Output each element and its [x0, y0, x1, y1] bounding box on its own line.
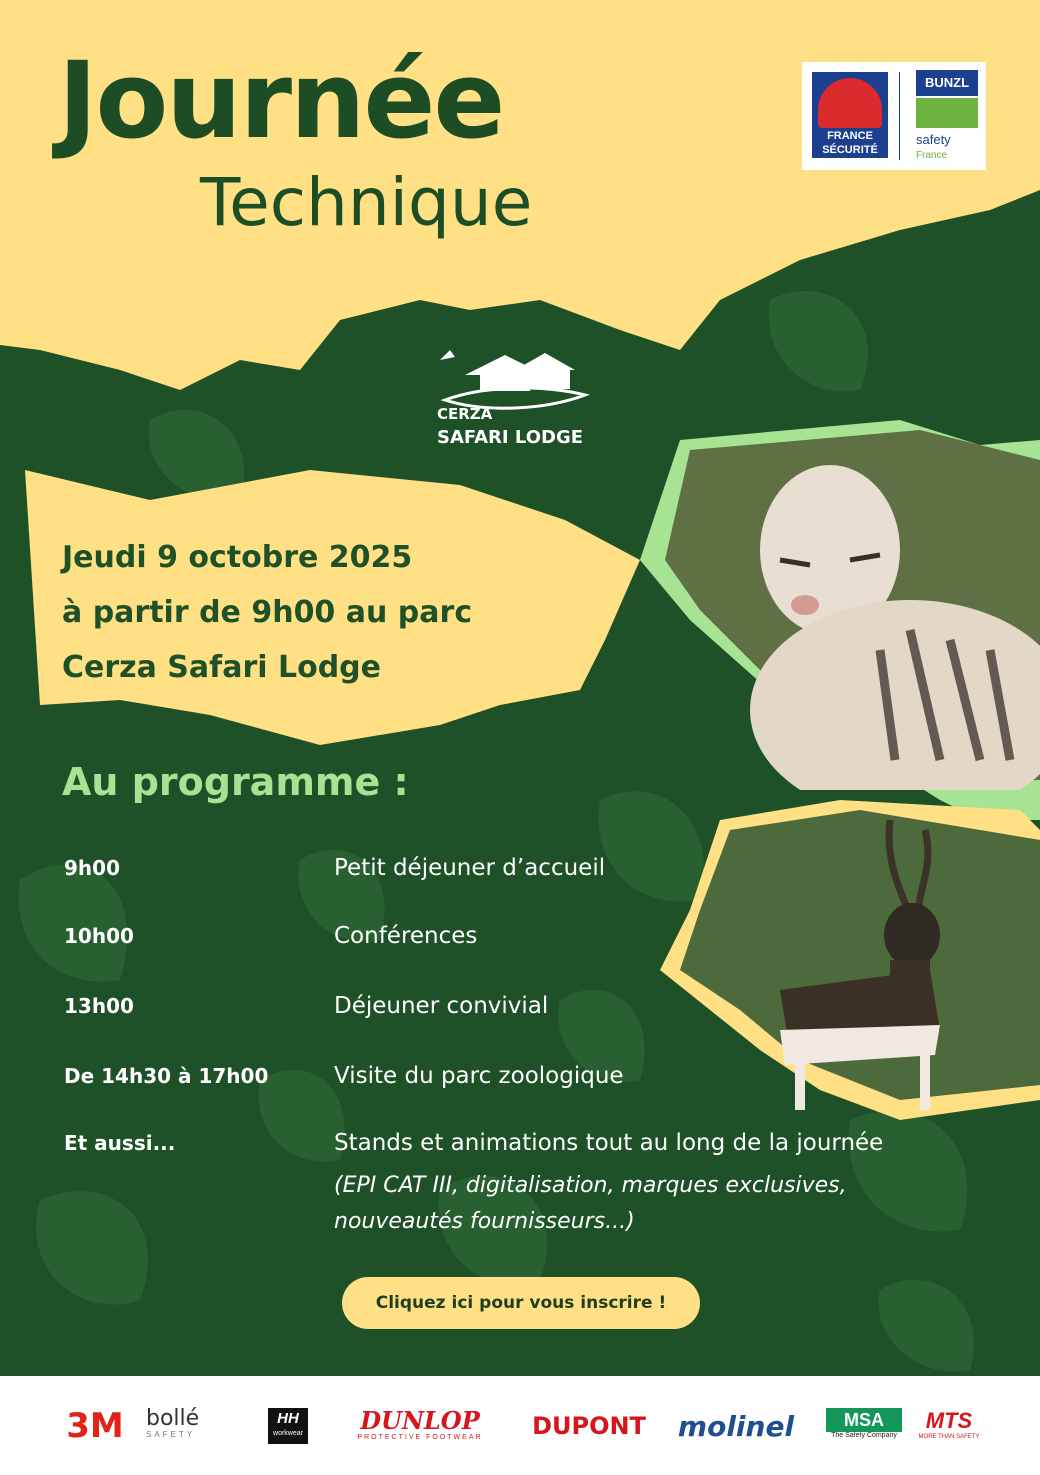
- program-time: De 14h30 à 17h00: [64, 1064, 269, 1088]
- program-activity: Petit déjeuner d’accueil: [334, 855, 606, 881]
- event-venue: Cerza Safari Lodge: [62, 650, 381, 685]
- program-activity: Déjeuner convivial: [334, 993, 549, 1019]
- program-note: [334, 1168, 934, 1240]
- event-start: à partir de 9h00 au parc: [62, 595, 473, 630]
- register-button[interactable]: Cliquez ici pour vous inscrire !: [342, 1277, 700, 1329]
- bolle-sub: SAFETY: [146, 1430, 196, 1439]
- program-time: 9h00: [64, 856, 120, 880]
- venue-logo-line2: SAFARI LODGE: [437, 427, 584, 448]
- msa-logo: [826, 1408, 902, 1444]
- program-time: 13h00: [64, 994, 134, 1018]
- event-date: Jeudi 9 octobre 2025: [62, 540, 413, 575]
- cerza-safari-lodge-logo: [425, 345, 595, 455]
- france-securite-logo: [812, 72, 888, 158]
- logo-divider: [899, 72, 900, 160]
- mts-sub: MORE THAN SAFETY: [918, 1434, 980, 1440]
- program-activity: Conférences: [334, 923, 478, 949]
- bunzl-logo: BUNZL: [916, 70, 978, 96]
- msa-text: MSA: [826, 1408, 902, 1432]
- hh-sub: workwear: [273, 1430, 303, 1437]
- program-title: Au programme :: [62, 760, 409, 804]
- france-securite-line2: SÉCURITÉ: [822, 144, 878, 156]
- safety-text: safety: [916, 132, 951, 147]
- 3m-logo: 3M: [66, 1406, 124, 1446]
- france-securite-line1: FRANCE: [827, 130, 873, 142]
- hh-text: HH: [277, 1410, 299, 1427]
- program-activity: Stands et animations tout au long de la journée: [334, 1130, 884, 1156]
- safety-country-text: France: [916, 150, 948, 161]
- page-subtitle: Technique: [200, 164, 533, 241]
- tiger-photo: [680, 430, 1040, 790]
- mts-text: MTS: [925, 1408, 973, 1433]
- page-title: Journée: [58, 39, 504, 162]
- program-note-line2: nouveautés fournisseurs...): [334, 1209, 635, 1234]
- molinel-logo: molinel: [677, 1409, 795, 1443]
- dupont-logo: DUPONT: [532, 1412, 646, 1440]
- bunzl-green-bar: [916, 98, 978, 128]
- partner-logo: [802, 62, 986, 170]
- venue-logo-line1: CERZA: [437, 405, 493, 423]
- dunlop-sub: PROTECTIVE FOOTWEAR: [357, 1434, 483, 1441]
- dunlop-text: DUNLOP: [360, 1406, 480, 1435]
- msa-sub: The Safety Company: [831, 1432, 897, 1439]
- antelope-photo: [740, 810, 1040, 1110]
- bolle-logo: [146, 1408, 246, 1444]
- bolle-text: bollé: [146, 1406, 200, 1431]
- mts-logo: [916, 1408, 982, 1444]
- program-time: 10h00: [64, 924, 134, 948]
- program-activity: Visite du parc zoologique: [334, 1063, 624, 1089]
- france-securite-emblem: [818, 78, 882, 128]
- dunlop-logo: [330, 1408, 510, 1444]
- program-time: Et aussi...: [64, 1131, 176, 1155]
- program-note-line1: (EPI CAT III, digitalisation, marques exclusives,: [334, 1173, 847, 1198]
- event-date-block: [62, 530, 472, 695]
- hh-logo: [268, 1408, 308, 1444]
